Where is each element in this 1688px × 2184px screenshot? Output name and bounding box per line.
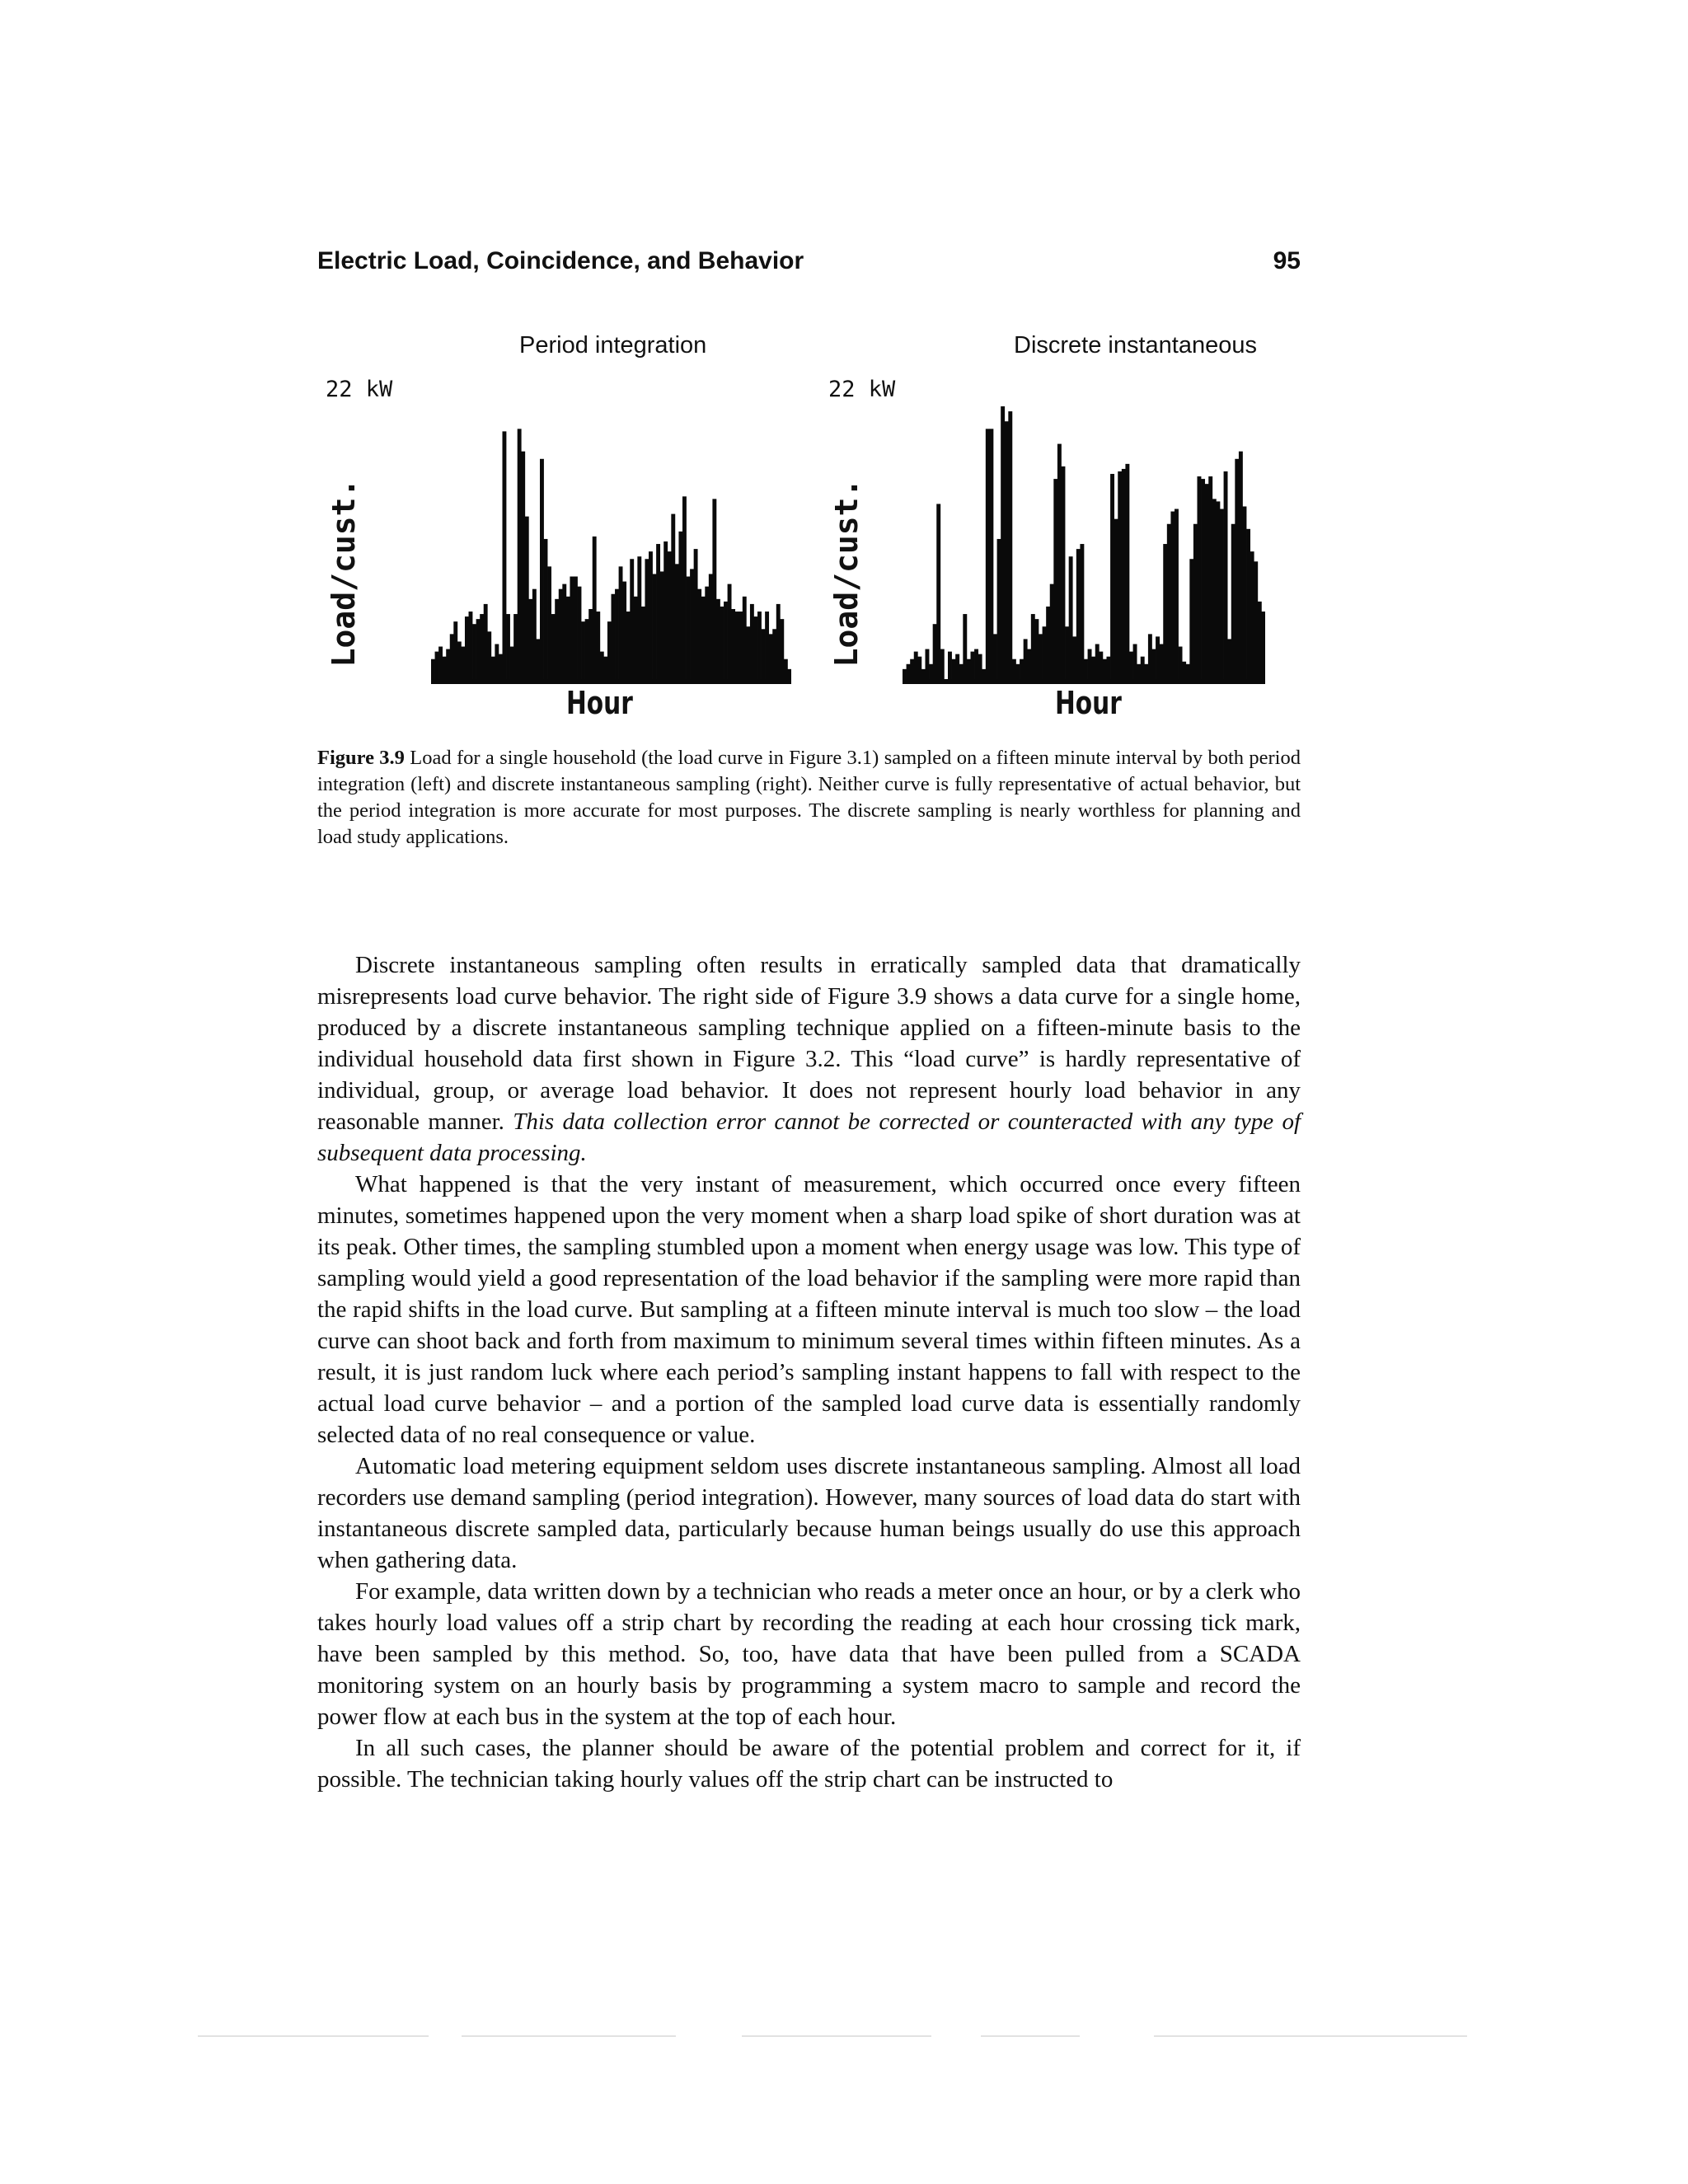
bar xyxy=(1220,509,1224,679)
bar xyxy=(921,669,926,679)
bar xyxy=(1160,644,1164,679)
bar xyxy=(1182,662,1186,679)
bar xyxy=(555,599,559,679)
bar xyxy=(1152,649,1156,679)
bar xyxy=(757,612,762,679)
bar xyxy=(1103,659,1107,679)
bar xyxy=(712,499,716,679)
bar xyxy=(1107,657,1111,679)
bar xyxy=(1261,612,1265,679)
bar xyxy=(1243,506,1247,679)
bar xyxy=(1084,659,1088,679)
bar xyxy=(532,589,537,679)
bar xyxy=(495,644,499,679)
bar xyxy=(682,496,687,679)
bar xyxy=(769,634,773,679)
bar xyxy=(487,631,491,679)
bar xyxy=(615,589,619,679)
bar xyxy=(675,564,679,679)
bar xyxy=(528,599,532,679)
bar xyxy=(480,614,484,679)
bar xyxy=(457,641,462,679)
bar xyxy=(630,559,634,679)
bar xyxy=(1114,519,1118,679)
bar xyxy=(653,574,657,679)
bar xyxy=(1069,556,1073,679)
bar xyxy=(959,664,964,679)
bar xyxy=(596,612,600,679)
bar xyxy=(1163,544,1167,679)
bar xyxy=(461,647,465,679)
bar xyxy=(502,431,506,679)
chart-title: Discrete instantaneous xyxy=(1014,332,1257,359)
bar xyxy=(1208,476,1212,679)
scan-specks xyxy=(198,2034,1467,2039)
bar xyxy=(469,612,473,679)
running-head xyxy=(317,247,1301,275)
chart-title: Period integration xyxy=(519,332,707,359)
bar xyxy=(997,539,1001,679)
bar xyxy=(986,429,990,679)
bar xyxy=(612,594,616,679)
bar xyxy=(1005,421,1009,679)
bar xyxy=(1122,469,1126,679)
bar xyxy=(709,574,713,679)
bar xyxy=(933,624,937,679)
bar xyxy=(1227,639,1231,679)
bar xyxy=(731,609,735,679)
bar xyxy=(907,664,911,679)
bar xyxy=(678,532,682,679)
bar xyxy=(1212,499,1217,679)
bar xyxy=(967,659,971,679)
x-axis-baseline xyxy=(903,679,1265,684)
bar xyxy=(453,621,457,679)
bar xyxy=(772,629,776,679)
bar xyxy=(787,669,791,679)
bar xyxy=(1137,664,1141,679)
bar xyxy=(1231,524,1236,679)
bar xyxy=(1050,584,1054,679)
bar xyxy=(465,616,469,679)
bar xyxy=(1020,659,1024,679)
bar xyxy=(1205,484,1209,679)
bar xyxy=(540,459,544,679)
bar xyxy=(476,619,481,679)
bar xyxy=(1031,614,1035,679)
bar xyxy=(1179,647,1183,679)
bar xyxy=(491,657,495,679)
bar xyxy=(649,551,653,679)
bar xyxy=(1170,512,1175,679)
bar xyxy=(903,669,907,679)
bar xyxy=(438,647,443,679)
bar xyxy=(936,504,940,679)
bar xyxy=(1095,644,1100,679)
bar xyxy=(641,607,645,679)
bar xyxy=(1186,664,1190,679)
bar xyxy=(645,559,649,679)
bar xyxy=(1072,636,1076,679)
paragraph-text: Discrete instantaneous sampling often results in erratically sampled data that dramatically misrepresents load curve behavior. The right side of Figure 3.9 shows a data curve for a single home, produced by a discrete instantaneous sampling technique applied on a fifteen-minute basis to the individual household data first shown in Figure 3.2. This “load curve” is hardly representative of individual, group, or average load behavior. It does not represent hourly load behavior in any reasonable manner. xyxy=(317,952,1301,1135)
bar xyxy=(634,597,638,679)
bar xyxy=(971,652,975,679)
bar xyxy=(1065,626,1069,679)
bar xyxy=(506,614,510,679)
bar xyxy=(1024,639,1028,679)
chart-svg xyxy=(903,404,1265,684)
bar xyxy=(914,652,918,679)
bar xyxy=(1057,444,1062,679)
bar xyxy=(776,604,781,679)
bar xyxy=(1156,636,1160,679)
bar-chart-discrete-instantaneous xyxy=(903,404,1265,684)
bar xyxy=(581,621,585,679)
bar xyxy=(690,569,694,679)
bar xyxy=(955,654,959,679)
bar xyxy=(663,541,668,679)
bar xyxy=(1034,619,1039,679)
bar xyxy=(735,612,739,679)
bar xyxy=(547,566,551,679)
bar xyxy=(446,649,450,679)
bar xyxy=(1027,649,1031,679)
bar xyxy=(1254,561,1258,679)
bar xyxy=(1148,634,1152,679)
bar xyxy=(570,577,574,679)
bar xyxy=(525,517,529,679)
bar xyxy=(687,577,691,679)
bar xyxy=(1039,634,1043,679)
bar xyxy=(671,514,675,679)
bar xyxy=(1016,664,1020,679)
bar xyxy=(668,551,672,679)
bar xyxy=(660,571,664,679)
bar xyxy=(578,587,582,679)
bar xyxy=(499,654,503,679)
x-axis-label: Hour xyxy=(566,685,633,721)
bar xyxy=(940,649,945,679)
y-axis-max-label: 22 kW xyxy=(326,377,393,402)
bar xyxy=(1053,479,1057,679)
bar xyxy=(750,604,754,679)
bar xyxy=(738,612,743,679)
bar xyxy=(574,577,578,679)
bar xyxy=(762,629,766,679)
bar xyxy=(551,614,556,679)
bar xyxy=(566,597,570,679)
running-head-title: Electric Load, Coincidence, and Behavior xyxy=(317,247,804,274)
bar xyxy=(743,597,747,679)
bar xyxy=(1224,471,1228,679)
bar xyxy=(720,607,724,679)
bar xyxy=(656,544,660,679)
bar xyxy=(622,582,626,679)
body-text xyxy=(317,949,1301,1795)
bar xyxy=(450,634,454,679)
bar xyxy=(746,626,750,679)
bar xyxy=(697,589,701,679)
bar xyxy=(716,599,720,679)
x-axis-label: Hour xyxy=(1055,685,1122,721)
bar xyxy=(1046,607,1050,679)
bar xyxy=(588,609,593,679)
bar xyxy=(929,664,933,679)
bar xyxy=(1201,479,1205,679)
y-axis-max-label: 22 kW xyxy=(828,377,896,402)
bar xyxy=(1118,471,1122,679)
bar xyxy=(1250,551,1254,679)
paragraph: What happened is that the very instant of measurement, which occurred once every fifteen minutes, sometimes happened upon the very moment when a sharp load spike of short duration was at its peak. Other times, the sampling stumbled upon a moment when energy usage was low. This type of sampling would yield a good representation of the load behavior if the sampling were more rapid than the rapid shifts in the load curve. But sampling at a fifteen minute interval is much too slow – the load curve can shoot back and forth from maximum to minimum several times within fifteen minutes. As a result, it is just random luck where each period’s sampling instant happens to fall with respect to the actual load curve behavior – and a portion of the sampled load curve data is essentially randomly selected data of no real consequence or value. xyxy=(317,1171,1301,1448)
bar xyxy=(1175,509,1179,679)
paragraph xyxy=(317,949,1301,1169)
bar xyxy=(917,657,921,679)
bar xyxy=(431,659,435,679)
bar xyxy=(728,584,732,679)
bar xyxy=(1133,644,1137,679)
x-axis-baseline xyxy=(431,679,791,684)
bar xyxy=(982,669,986,679)
bar xyxy=(510,647,514,679)
bar xyxy=(1091,657,1095,679)
bar xyxy=(705,587,709,679)
bar xyxy=(1258,602,1262,679)
bar xyxy=(585,619,589,679)
bar xyxy=(600,652,604,679)
bar xyxy=(1144,664,1148,679)
bar xyxy=(978,654,982,679)
bar xyxy=(1198,476,1202,679)
bar xyxy=(559,589,563,679)
paragraph: Automatic load metering equipment seldom uses discrete instantaneous sampling. Almost all load recorders use demand sampling (period integration). However, many sources of load data do start with instantaneous discrete sampled data, particularly because human beings usually do use this approach when gathering data. xyxy=(317,1453,1301,1573)
bar xyxy=(603,657,607,679)
bar xyxy=(562,584,566,679)
bar xyxy=(1062,466,1066,679)
bar xyxy=(536,639,540,679)
paragraph-emphasis: This data collection error cannot be corrected or counteracted with any type of subsequent data processing. xyxy=(317,1108,1301,1166)
figure-caption-label: Figure 3.9 xyxy=(317,747,405,769)
bar xyxy=(1129,652,1133,679)
bar xyxy=(989,429,993,679)
chart-svg xyxy=(431,404,791,684)
bar xyxy=(1246,529,1250,679)
bar xyxy=(518,429,522,679)
y-axis-label: Load/cust. xyxy=(326,478,362,668)
bar xyxy=(948,652,952,679)
bar xyxy=(993,634,997,679)
bar xyxy=(780,619,784,679)
bar xyxy=(513,614,518,679)
bar xyxy=(963,614,967,679)
bar xyxy=(765,612,769,679)
bar xyxy=(637,556,641,679)
bar xyxy=(1239,452,1243,679)
bar xyxy=(1216,501,1220,679)
bar xyxy=(910,659,914,679)
page-number: 95 xyxy=(1273,247,1301,274)
bar xyxy=(619,566,623,679)
bar xyxy=(544,539,548,679)
bar xyxy=(974,649,978,679)
bar xyxy=(1012,659,1016,679)
bar xyxy=(1076,549,1081,679)
bar xyxy=(1125,464,1129,679)
figure-caption xyxy=(317,745,1301,851)
paragraph: For example, data written down by a technician who reads a meter once an hour, or by a clerk who takes hourly load values off a strip chart by recording the reading at each hour crossing tick mark, have been sampled by this method. So, too, have data that have been pulled from a SCADA monitoring system on an hourly basis by programming a system macro to sample and record the power flow at each bus in the system at the top of each hour. xyxy=(317,1578,1301,1730)
bar xyxy=(1080,544,1084,679)
chart-panel-period-integration xyxy=(317,326,799,738)
bar xyxy=(701,597,706,679)
y-axis-label: Load/cust. xyxy=(828,478,865,668)
bar xyxy=(1099,652,1103,679)
bar xyxy=(593,537,597,679)
bar xyxy=(1141,657,1145,679)
bar xyxy=(435,652,439,679)
bar xyxy=(724,602,728,679)
bar xyxy=(694,549,698,679)
bar-chart-period-integration xyxy=(431,404,791,684)
bar xyxy=(926,649,930,679)
bar xyxy=(626,612,631,679)
bar xyxy=(521,452,525,679)
bar xyxy=(1235,459,1239,679)
bar xyxy=(753,616,757,679)
figure-caption-text: Load for a single household (the load curve in Figure 3.1) sampled on a fifteen minute interval by both period integration (left) and discrete instantaneous sampling (right). Neither curve is fully representative of actual behavior, but the period integration is more accurate for most purposes. The discrete sampling is nearly worthless for planning and load study applications. xyxy=(317,747,1301,848)
paragraph: In all such cases, the planner should be aware of the potential problem and correct for it, if possible. The technician taking hourly values off the strip chart can be instructed to xyxy=(317,1735,1301,1793)
bar xyxy=(472,624,476,679)
bar xyxy=(952,659,956,679)
figure-3-9 xyxy=(317,326,1301,738)
bar xyxy=(1110,474,1114,679)
bar xyxy=(784,659,788,679)
bar xyxy=(1189,559,1193,679)
bar xyxy=(607,621,612,679)
bar xyxy=(1008,411,1012,679)
bar xyxy=(1167,524,1171,679)
bar xyxy=(1193,524,1198,679)
bar xyxy=(484,604,488,679)
bar xyxy=(1043,626,1047,679)
bar xyxy=(443,657,447,679)
chart-panel-discrete-instantaneous xyxy=(820,326,1301,738)
bar xyxy=(1001,406,1005,679)
bar xyxy=(1088,649,1092,679)
